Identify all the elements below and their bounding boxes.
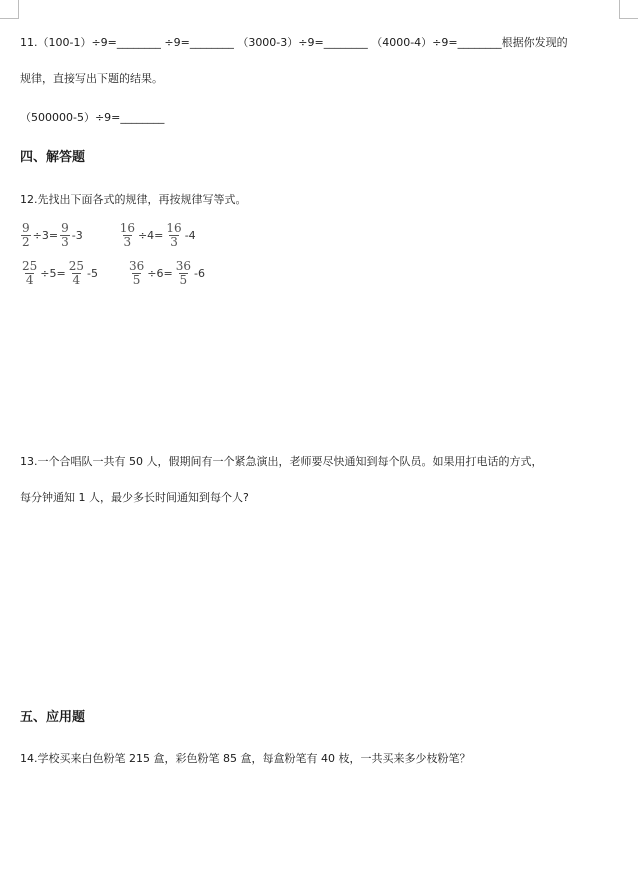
section-heading-4: 四、解答题 (20, 150, 86, 165)
q12-equation: $\frac{16}{3}$ ÷4= $\frac{16}{3}$ -4 (119, 220, 196, 249)
q12-prompt: 12.先找出下面各式的规律，再按规律写等式。 (20, 193, 247, 206)
fraction: $\frac{9}{2}$ (22, 220, 30, 249)
q11-line3: （500000-5）÷9=________ (20, 111, 165, 124)
page-corner-mark-left (0, 0, 19, 19)
fraction: $\frac{36}{5}$ (175, 258, 191, 287)
fraction: $\frac{16}{3}$ (166, 220, 182, 249)
q11-line2: 规律，直接写出下题的结果。 (20, 72, 163, 85)
fraction: $\frac{16}{3}$ (119, 220, 135, 249)
q12-equation-row-1 (20, 218, 197, 252)
q11-line1: 11.（100-1）÷9=________ ÷9=________ （3000-3）÷9=________ （4000-4）÷9=________根据你发现的 (20, 36, 568, 49)
section-heading-5: 五、应用题 (20, 710, 86, 725)
q12-equation: $\frac{9}{2}$ ÷3= $\frac{9}{3}$ -3 (22, 220, 83, 249)
q13-line1: 13.一个合唱队一共有 50 人，假期间有一个紧急演出，老师要尽快通知到每个队员。如果用打电话的方式， (20, 455, 543, 468)
fraction: $\frac{25}{4}$ (22, 258, 38, 287)
q12-equation: $\frac{25}{4}$ ÷5= $\frac{25}{4}$ -5 (22, 258, 98, 287)
q12-equation-row-2 (20, 256, 206, 290)
q13-line2: 每分钟通知 1 人，最少多长时间通知到每个人? (20, 491, 249, 504)
q14-text: 14.学校买来白色粉笔 215 盒，彩色粉笔 85 盒，每盒粉笔有 40 枝，一共买来多少枝粉笔？ (20, 752, 471, 765)
q12-equation: $\frac{36}{5}$ ÷6= $\frac{36}{5}$ -6 (128, 258, 205, 287)
fraction: $\frac{25}{4}$ (68, 258, 84, 287)
fraction: $\frac{36}{5}$ (128, 258, 145, 287)
fraction: $\frac{9}{3}$ (61, 220, 69, 249)
page-corner-mark-right (619, 0, 638, 19)
